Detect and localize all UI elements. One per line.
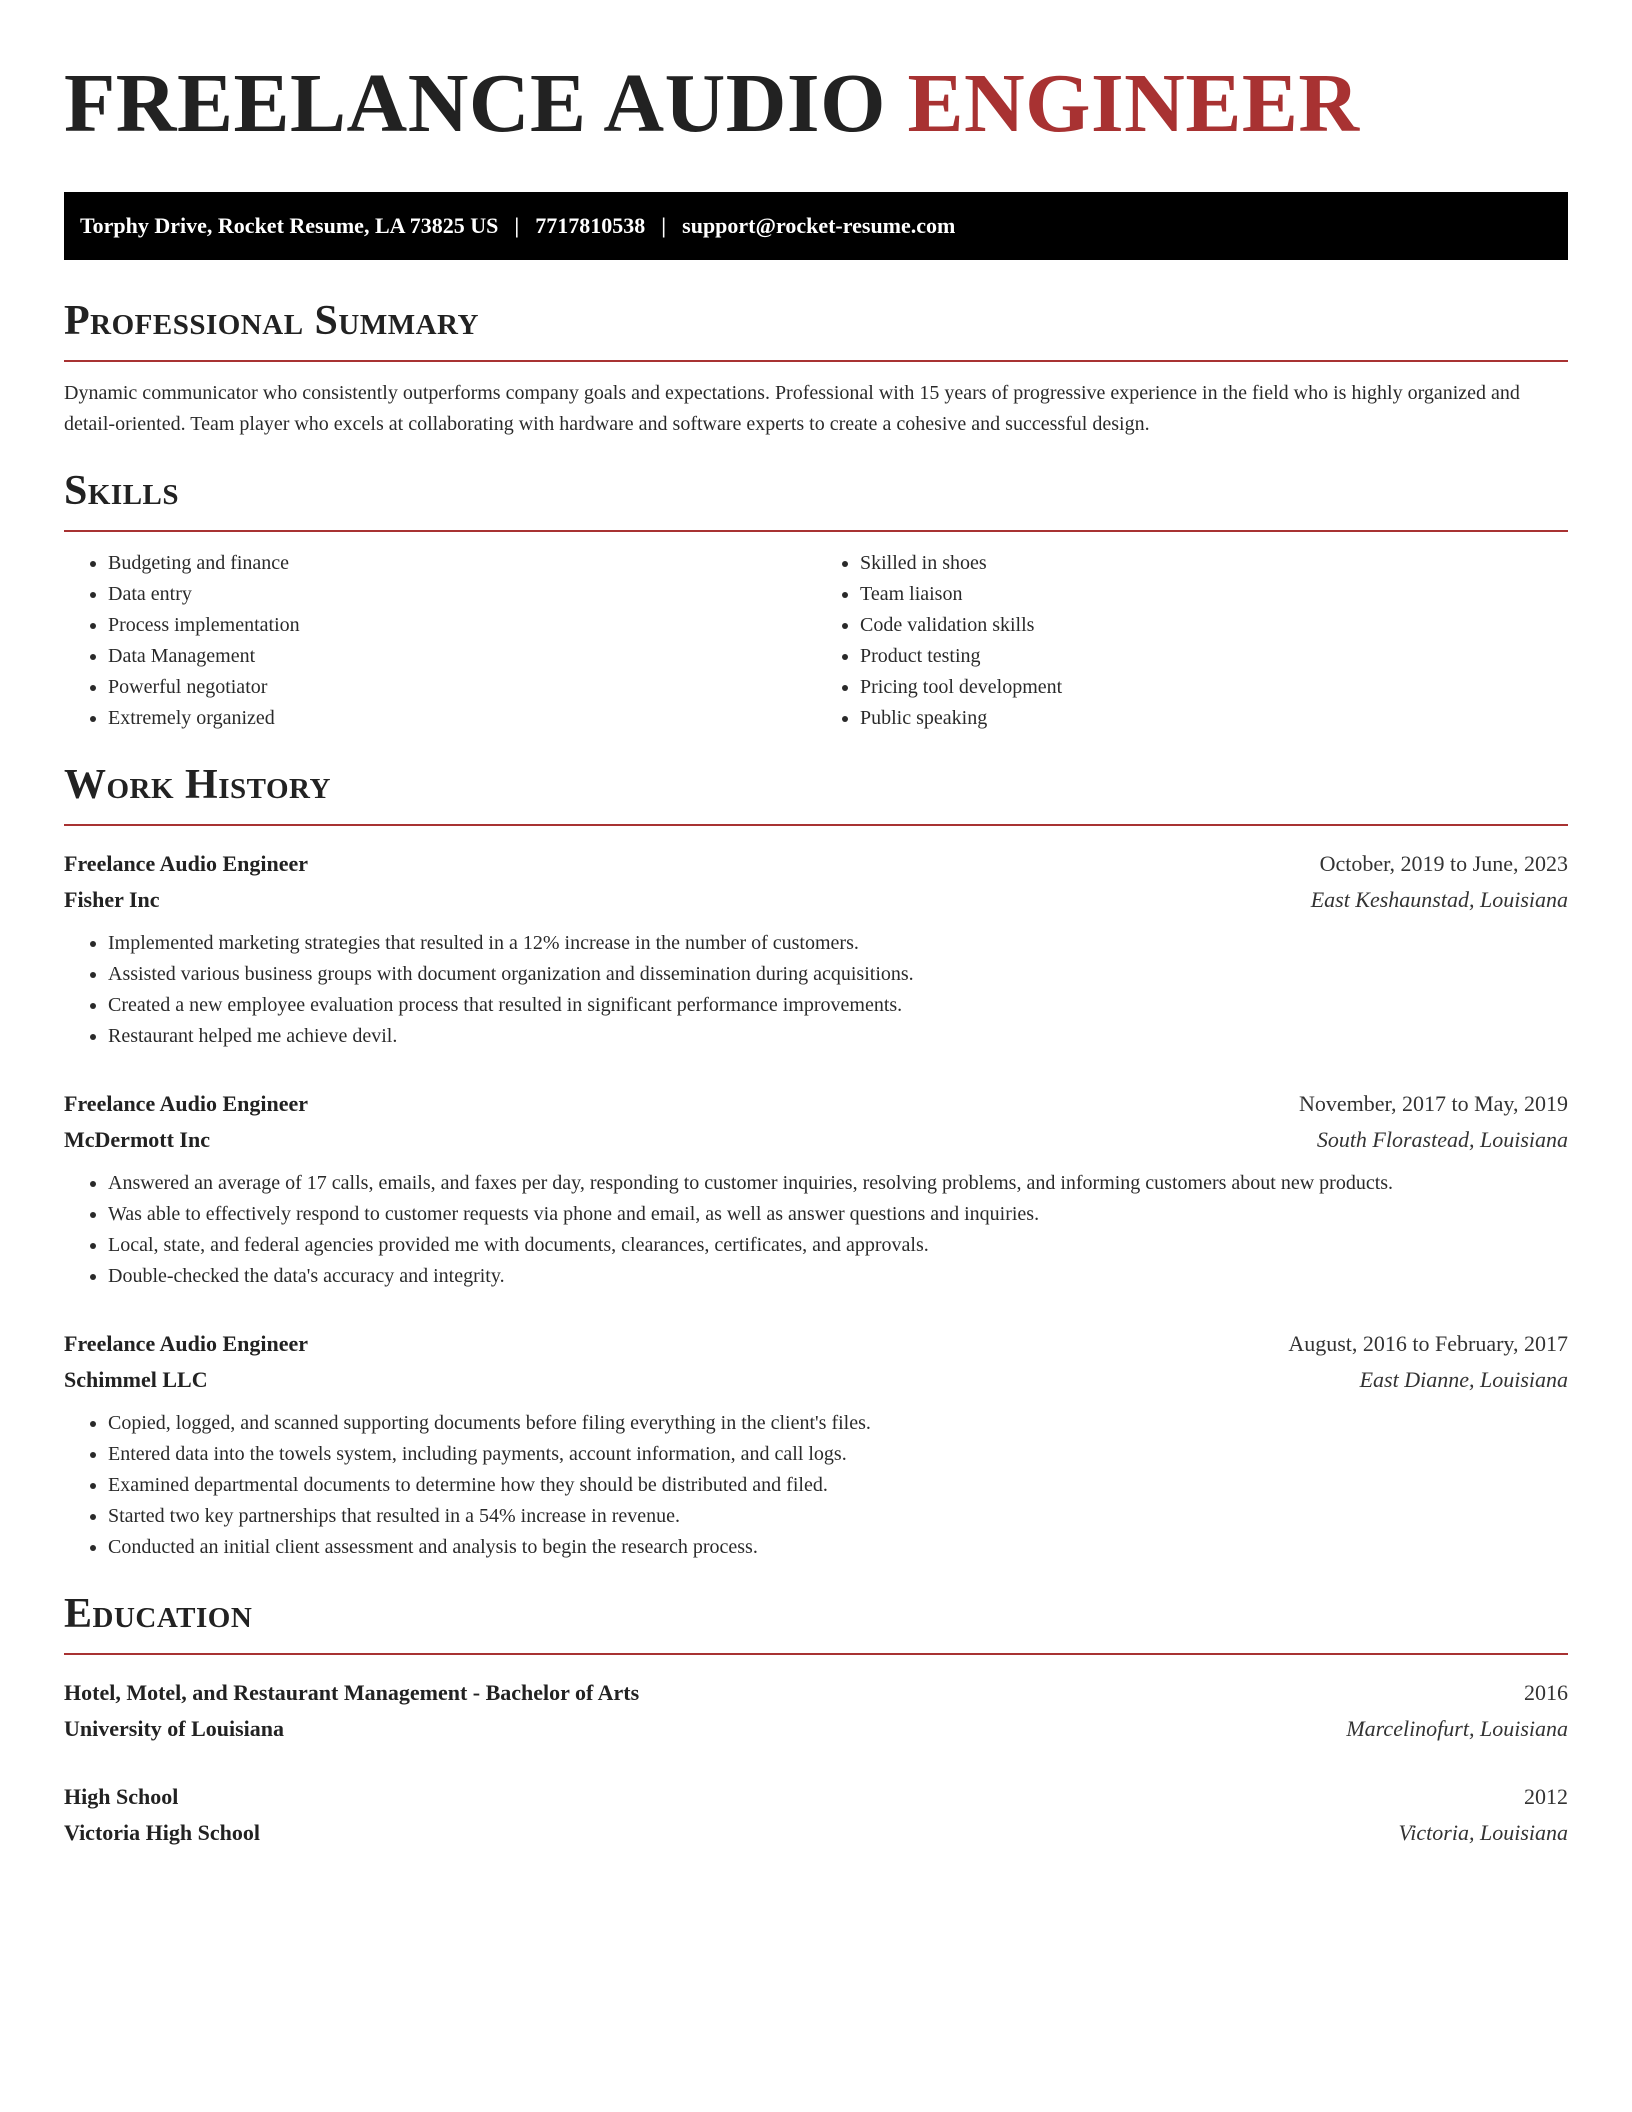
job-bullet: • Double-checked the data's accuracy and integrity. [108, 1261, 1568, 1292]
skill-item: • Team liaison [860, 579, 1568, 610]
section-divider [64, 530, 1568, 532]
section-divider [64, 360, 1568, 362]
job-bullet: • Local, state, and federal agencies provided me with documents, clearances, certificates, and approvals. [108, 1230, 1568, 1261]
education-school-row [64, 1711, 1568, 1747]
education-entry [64, 1779, 1568, 1851]
contact-separator: | [661, 213, 667, 238]
job-dates: November, 2017 to May, 2019 [1299, 1091, 1568, 1116]
job-bullet: • Conducted an initial client assessment and analysis to begin the research process. [108, 1532, 1568, 1563]
job-title: Freelance Audio Engineer [64, 1331, 309, 1356]
skills-list [64, 548, 1568, 734]
skill-item: • Skilled in shoes [860, 548, 1568, 579]
job-dates: August, 2016 to February, 2017 [1288, 1331, 1568, 1356]
job-bullet: • Implemented marketing strategies that resulted in a 12% increase in the number of customers. [108, 928, 1568, 959]
skills-column-right [816, 548, 1568, 734]
education-school-row [64, 1815, 1568, 1851]
contact-email[interactable]: support@rocket-resume.com [682, 213, 956, 238]
job-bullet: • Was able to effectively respond to customer requests via phone and email, as well as answer questions and inquiries. [108, 1199, 1568, 1230]
name-part-dark: FREELANCE AUDIO [64, 57, 886, 150]
skill-item: • Pricing tool development [860, 672, 1568, 703]
education-location: Victoria, Louisiana [1398, 1820, 1568, 1845]
job-company-row [64, 1362, 1568, 1398]
job-company-row [64, 1122, 1568, 1158]
education-degree: Hotel, Motel, and Restaurant Management - Bachelor of Arts [64, 1680, 640, 1705]
contact-bar [64, 192, 1568, 260]
name-part-accent: ENGINEER [907, 57, 1360, 150]
job-bullet: • Entered data into the towels system, including payments, account information, and call logs. [108, 1439, 1568, 1470]
skills-section [64, 466, 1568, 734]
education-year: 2012 [1524, 1784, 1568, 1809]
skill-item: • Data entry [108, 579, 816, 610]
job-bullet: • Created a new employee evaluation process that resulted in significant performance improvements. [108, 990, 1568, 1021]
job-entry [64, 1326, 1568, 1563]
job-bullet: • Examined departmental documents to determine how they should be distributed and filed. [108, 1470, 1568, 1501]
skill-item: • Product testing [860, 641, 1568, 672]
job-header-row [64, 846, 1568, 882]
job-bullet: • Assisted various business groups with document organization and dissemination during acquisitions. [108, 959, 1568, 990]
job-entry [64, 846, 1568, 1052]
job-title: Freelance Audio Engineer [64, 851, 309, 876]
section-title: Work History [64, 762, 331, 808]
work-history-section [64, 760, 1568, 1563]
job-company-row [64, 882, 1568, 918]
education-school: University of Louisiana [64, 1716, 285, 1741]
skill-item: • Code validation skills [860, 610, 1568, 641]
education-school: Victoria High School [64, 1820, 260, 1845]
skills-column-left [64, 548, 816, 734]
job-bullets [64, 1408, 1568, 1563]
job-location: East Keshaunstad, Louisiana [1310, 887, 1568, 912]
education-header-row [64, 1675, 1568, 1711]
education-location: Marcelinofurt, Louisiana [1346, 1716, 1568, 1741]
job-bullets [64, 928, 1568, 1052]
job-company: McDermott Inc [64, 1127, 210, 1152]
skill-item: • Data Management [108, 641, 816, 672]
skill-item: • Powerful negotiator [108, 672, 816, 703]
section-title: Skills [64, 468, 180, 514]
job-location: South Florastead, Louisiana [1316, 1127, 1568, 1152]
section-divider [64, 1653, 1568, 1655]
education-header-row [64, 1779, 1568, 1815]
summary-text: Dynamic communicator who consistently outperforms company goals and expectations. Professional with 15 years of progressive experience in the field who is highly organized and detail-oriented. Team player who excels at collaborating with hardware and software experts to create a cohesive and successful design. [64, 382, 1520, 435]
education-degree: High School [64, 1784, 179, 1809]
job-bullet: • Started two key partnerships that resulted in a 54% increase in revenue. [108, 1501, 1568, 1532]
job-dates: October, 2019 to June, 2023 [1319, 851, 1568, 876]
section-title: Professional Summary [64, 298, 479, 344]
job-bullets [64, 1168, 1568, 1292]
job-company: Fisher Inc [64, 887, 160, 912]
section-divider [64, 824, 1568, 826]
job-title: Freelance Audio Engineer [64, 1091, 309, 1116]
skill-item: • Budgeting and finance [108, 548, 816, 579]
summary-section [64, 296, 1568, 440]
skill-item: • Process implementation [108, 610, 816, 641]
section-title: Education [64, 1591, 253, 1637]
skill-item: • Extremely organized [108, 703, 816, 734]
contact-separator: | [514, 213, 520, 238]
job-bullet: • Copied, logged, and scanned supporting documents before filing everything in the client's files. [108, 1408, 1568, 1439]
education-entry [64, 1675, 1568, 1747]
education-section [64, 1589, 1568, 1851]
job-header-row [64, 1326, 1568, 1362]
job-bullet: • Answered an average of 17 calls, emails, and faxes per day, responding to customer inquiries, resolving problems, and informing customers about new products. [108, 1168, 1568, 1199]
contact-phone[interactable]: 7717810538 [535, 213, 646, 238]
education-year: 2016 [1524, 1680, 1568, 1705]
contact-address: Torphy Drive, Rocket Resume, LA 73825 US [80, 213, 499, 238]
job-company: Schimmel LLC [64, 1367, 208, 1392]
job-entry [64, 1086, 1568, 1292]
job-header-row [64, 1086, 1568, 1122]
job-bullet: • Restaurant helped me achieve devil. [108, 1021, 1568, 1052]
resume-name [64, 58, 1568, 150]
skill-item: • Public speaking [860, 703, 1568, 734]
job-location: East Dianne, Louisiana [1359, 1367, 1568, 1392]
